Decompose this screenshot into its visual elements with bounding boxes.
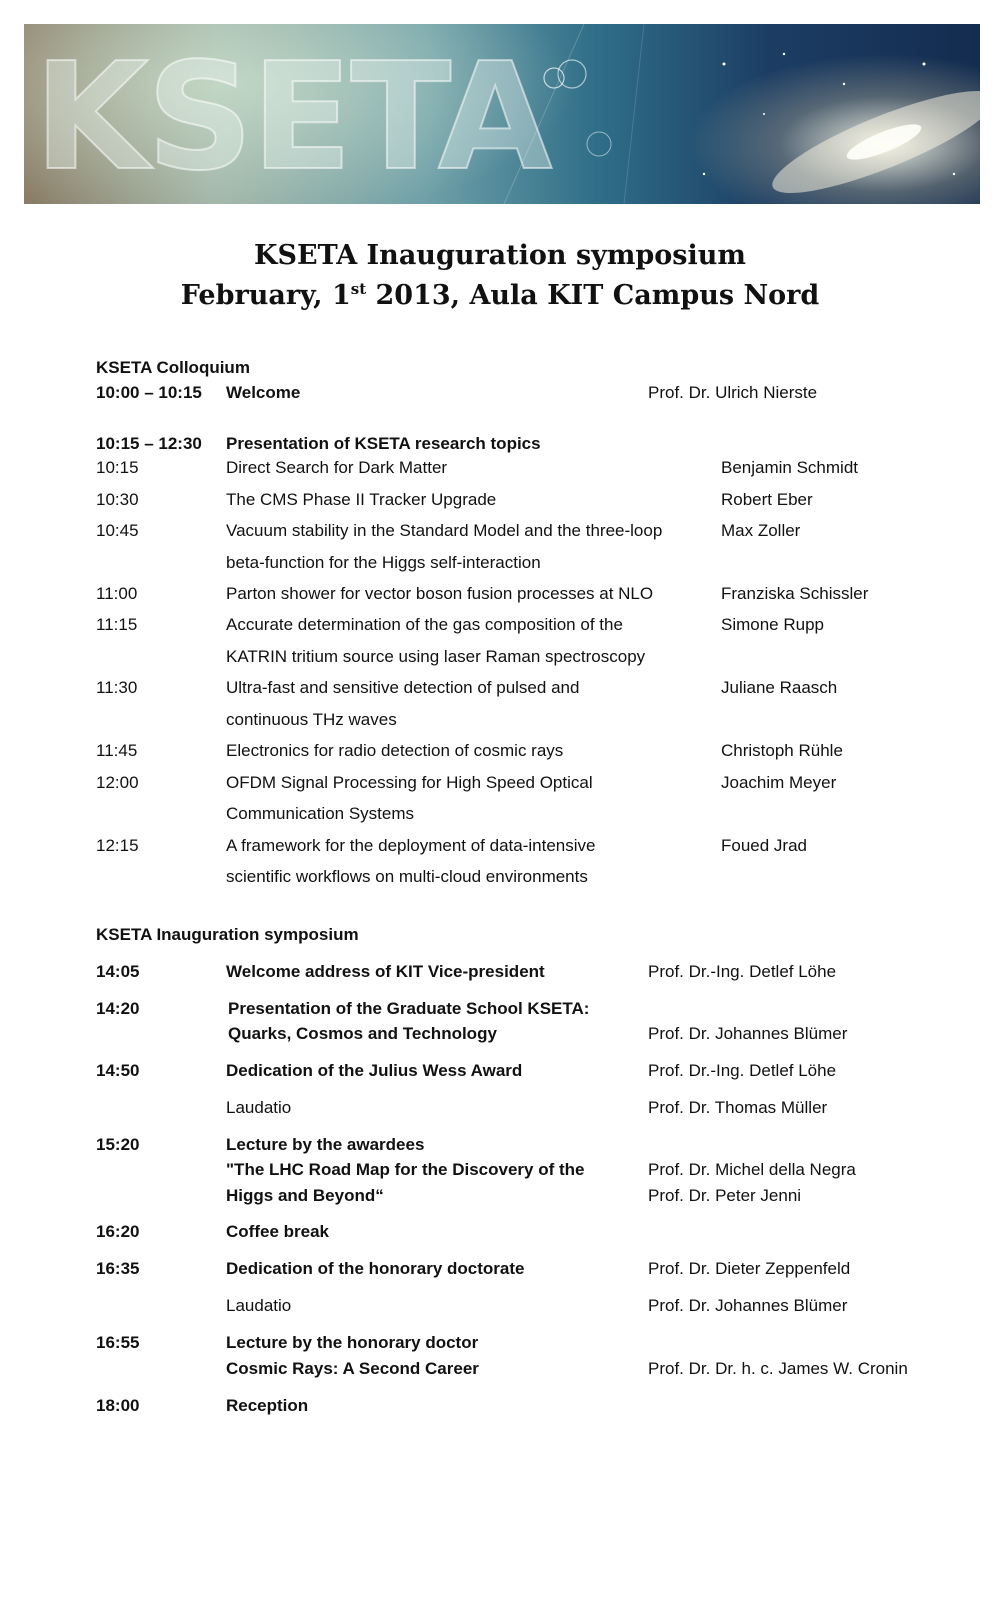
talk-title: A framework for the deployment of data-intensive xyxy=(226,836,596,855)
program-speaker: Prof. Dr. Michel della Negra xyxy=(648,1160,856,1179)
talk-title: Electronics for radio detection of cosmic rays xyxy=(226,741,564,760)
talk-time: 11:45 xyxy=(96,741,138,760)
presentations-time: 10:15 – 12:30 xyxy=(96,434,202,453)
talk-title-continued: Communication Systems xyxy=(226,804,415,823)
program-title: Welcome address of KIT Vice-president xyxy=(226,962,545,981)
program-time: 15:20 xyxy=(96,1135,140,1154)
talk-time: 11:15 xyxy=(96,615,138,634)
talk-speaker: Benjamin Schmidt xyxy=(721,458,859,477)
page-title: KSETA Inauguration symposium xyxy=(254,240,746,271)
welcome-time: 10:00 – 10:15 xyxy=(96,383,202,402)
talk-time: 11:30 xyxy=(96,678,138,697)
page-subtitle xyxy=(0,280,1000,311)
program-speaker: Prof. Dr. Dr. h. c. James W. Cronin xyxy=(648,1359,908,1378)
talk-title-continued: continuous THz waves xyxy=(226,710,397,729)
banner-logo-text: KSETA xyxy=(34,31,551,203)
program-speaker: Prof. Dr. Thomas Müller xyxy=(648,1098,828,1117)
program-speaker: Prof. Dr.-Ing. Detlef Löhe xyxy=(648,1061,837,1080)
talk-speaker: Christoph Rühle xyxy=(721,741,843,760)
talk-speaker: Simone Rupp xyxy=(721,615,825,634)
welcome-speaker: Prof. Dr. Ulrich Nierste xyxy=(648,383,818,402)
program-time: 16:55 xyxy=(96,1333,140,1352)
program-title: Lecture by the honorary doctor xyxy=(226,1333,479,1352)
program-title: Lecture by the awardees xyxy=(226,1135,425,1154)
talk-title: Direct Search for Dark Matter xyxy=(226,458,448,477)
program-title: Laudatio xyxy=(226,1296,292,1315)
program-time: 14:50 xyxy=(96,1061,140,1080)
talk-speaker: Max Zoller xyxy=(721,521,801,540)
talk-speaker: Franziska Schissler xyxy=(721,584,869,603)
program-title: Presentation of the Graduate School KSETA: xyxy=(228,999,590,1018)
program-title: Dedication of the honorary doctorate xyxy=(226,1259,525,1278)
program-title: Coffee break xyxy=(226,1222,329,1241)
talk-title-continued: KATRIN tritium source using laser Raman spectroscopy xyxy=(226,647,646,666)
program-speaker: Prof. Dr. Johannes Blümer xyxy=(648,1296,848,1315)
program-speaker: Prof. Dr. Dieter Zeppenfeld xyxy=(648,1259,851,1278)
colloquium-heading: KSETA Colloquium xyxy=(96,358,250,377)
subtitle-venue: 2013, Aula KIT Campus Nord xyxy=(366,280,820,311)
program-time: 18:00 xyxy=(96,1396,140,1415)
talk-title: Vacuum stability in the Standard Model and the three-loop xyxy=(226,521,663,540)
subtitle-date: February, 1 xyxy=(180,280,351,311)
talk-speaker: Foued Jrad xyxy=(721,836,807,855)
program-speaker: Prof. Dr. Johannes Blümer xyxy=(648,1024,848,1043)
talk-time: 10:15 xyxy=(96,458,139,477)
talk-speaker: Juliane Raasch xyxy=(721,678,838,697)
program-title-continued: Higgs and Beyond“ xyxy=(226,1186,384,1205)
program-time: 16:20 xyxy=(96,1222,140,1241)
talk-time: 12:15 xyxy=(96,836,139,855)
symposium-heading: KSETA Inauguration symposium xyxy=(96,925,359,944)
program-title: Dedication of the Julius Wess Award xyxy=(226,1061,523,1080)
talk-title: The CMS Phase II Tracker Upgrade xyxy=(226,490,497,509)
program-time: 16:35 xyxy=(96,1259,140,1278)
talk-title: Accurate determination of the gas composition of the xyxy=(226,615,623,634)
talk-title-continued: scientific workflows on multi-cloud environments xyxy=(226,867,588,886)
program-title: Reception xyxy=(226,1396,309,1415)
talk-time: 11:00 xyxy=(96,584,138,603)
talk-title: Parton shower for vector boson fusion processes at NLO xyxy=(226,584,654,603)
kseta-banner xyxy=(24,24,980,204)
program-time: 14:05 xyxy=(96,962,140,981)
program-speaker: Prof. Dr.-Ing. Detlef Löhe xyxy=(648,962,837,981)
program-title-continued: Quarks, Cosmos and Technology xyxy=(228,1024,497,1043)
talk-time: 10:45 xyxy=(96,521,139,540)
program-time: 14:20 xyxy=(96,999,140,1018)
talk-title-continued: beta-function for the Higgs self-interaction xyxy=(226,553,541,572)
talk-title: Ultra-fast and sensitive detection of pulsed and xyxy=(226,678,580,697)
program-speaker-second: Prof. Dr. Peter Jenni xyxy=(648,1186,802,1205)
talk-time: 12:00 xyxy=(96,773,139,792)
talk-speaker: Robert Eber xyxy=(721,490,813,509)
welcome-title: Welcome xyxy=(226,383,301,402)
talk-speaker: Joachim Meyer xyxy=(721,773,837,792)
presentations-title: Presentation of KSETA research topics xyxy=(226,434,541,453)
talk-time: 10:30 xyxy=(96,490,139,509)
program-title-continued: "The LHC Road Map for the Discovery of the xyxy=(226,1160,585,1179)
subtitle-ordinal: st xyxy=(350,280,367,298)
program-title: Laudatio xyxy=(226,1098,292,1117)
program-title-continued: Cosmic Rays: A Second Career xyxy=(226,1359,479,1378)
talk-title: OFDM Signal Processing for High Speed Optical xyxy=(226,773,593,792)
